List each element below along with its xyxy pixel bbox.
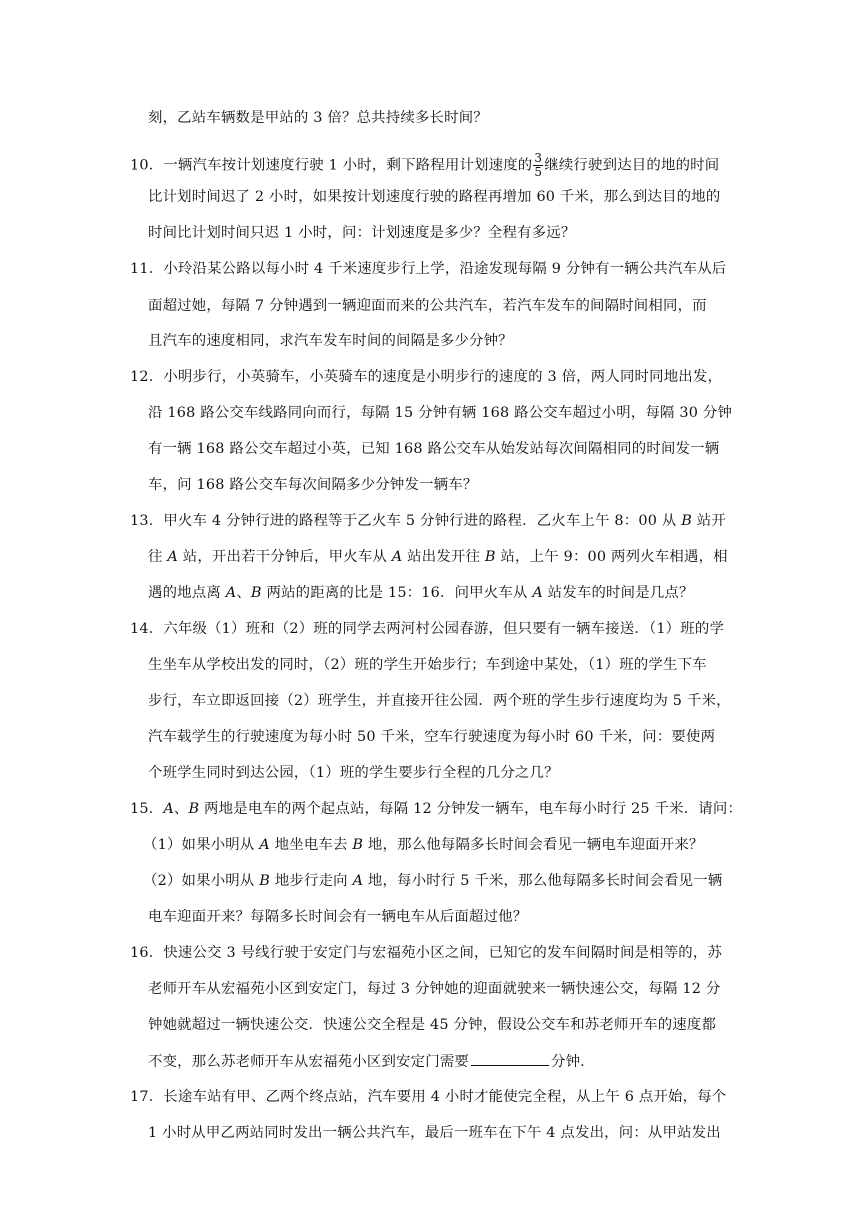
fraction-numerator: 3 [534, 151, 543, 165]
text: 不变，那么苏老师开车从宏福苑小区到安定门需要 [148, 1054, 469, 1070]
text: 小明步行，小英骑车，小英骑车的速度是小明步行的速度的 3 倍，两人同时同地出发， [163, 369, 723, 385]
var: A [225, 585, 237, 601]
text-line: 电车迎面开来？每隔多长时间会有一辆电车从后面超过他？ [148, 909, 528, 925]
text: 长途车站有甲、乙两个终点站，汽车要用 4 小时才能使完全程，从上午 6 点开始，每个 [163, 1089, 727, 1105]
problem-16 [130, 943, 722, 963]
text-line: 生坐车从学校出发的同时，（2）班的学生开始步行；车到途中某处，（1）班的学生下车 [148, 657, 707, 673]
var: B [681, 513, 693, 529]
var: A [352, 873, 364, 889]
problem-number: 11． [130, 261, 164, 277]
text: 继续行驶到达目的地的时间 [544, 157, 720, 174]
var: B [259, 873, 271, 889]
fraction-denominator: 5 [534, 165, 543, 179]
text: 地，那么他每隔多长时间会看见一辆电车迎面开来？ [363, 837, 704, 853]
text-line: 汽车载学生的行驶速度为每小时 50 千米，空车行驶速度为每小时 60 千米，问：要使两 [148, 729, 716, 745]
text-line: 比计划时间迟了 2 小时，如果按计划速度行驶的路程再增加 60 千米，那么到达目的地的 [148, 189, 721, 205]
text-line [143, 871, 722, 891]
text: 站开 [692, 513, 726, 529]
problem-number: 10． [130, 157, 164, 174]
text-line [143, 835, 704, 855]
var: A [167, 549, 178, 565]
text-line: 钟她就超过一辆快速公交．快速公交全程是 45 分钟，假设公交车和苏老师开车的速度都 [148, 1017, 717, 1033]
text-line [148, 547, 728, 567]
problem-17 [130, 1087, 726, 1107]
text-line: 刻，乙站车辆数是甲站的 3 倍？总共持续多长时间？ [148, 110, 488, 126]
text-line: 车，问 168 路公交车每次间隔多少分钟发一辆车？ [148, 477, 478, 493]
var: A [532, 585, 543, 601]
text-line [148, 583, 694, 603]
problem-number: 12． [130, 369, 164, 385]
text-line: 时间比计划时间只迟 1 小时，问：计划速度是多少？全程有多远？ [148, 225, 576, 241]
text-line: 老师开车从宏福苑小区到安定门，每过 3 分钟她的迎面就驶来一辆快速公交，每隔 12 分 [148, 981, 721, 997]
var: B [250, 585, 262, 601]
problem-number: 16． [130, 945, 164, 961]
text: 遇的地点离 [148, 585, 226, 601]
problem-number: 15． [130, 801, 164, 817]
var: A [391, 549, 403, 565]
text: 快速公交 3 号线行驶于安定门与宏福苑小区之间，已知它的发车间隔时间是相等的，苏 [163, 945, 723, 961]
text-line: 有一辆 168 路公交车超过小英，已知 168 路公交车从始发站每次间隔相同的时间发一辆 [148, 441, 720, 457]
text: 六年级（1）班和（2）班的同学去两河村公园春游，但只要有一辆车接送．（1）班的学 [163, 621, 725, 637]
text: 地坐电车去 [269, 837, 353, 853]
text: 甲火车 4 分钟行进的路程等于乙火车 5 分钟行进的路程．乙火车上午 8：00 从 [163, 513, 682, 529]
problem-13 [130, 511, 726, 531]
problem-10 [130, 152, 719, 179]
var: A [259, 837, 270, 853]
answer-blank[interactable] [471, 1051, 549, 1066]
text-line: 步行，车立即返回接（2）班学生，并直接开往公园．两个班的学生步行速度均为 5 千米， [148, 693, 731, 709]
problem-11 [130, 259, 726, 279]
text: 两站的距离的比是 15：16．问甲火车从 [261, 585, 533, 601]
text-line: 1 小时从甲乙两站同时发出一辆公共汽车，最后一班车在下午 4 点发出，问：从甲站发出 [148, 1125, 721, 1141]
text: 站，开出若干分钟后，甲火车从 [177, 549, 392, 565]
text: 地步行走向 [270, 873, 353, 889]
text: 小玲沿某公路以每小时 4 千米速度步行上学，沿途发现每隔 9 分钟有一辆公共汽车从后 [163, 261, 727, 277]
text-line: 个班学生同时到达公园，（1）班的学生要步行全程的几分之几？ [148, 765, 559, 781]
problem-number: 13． [130, 513, 164, 529]
problem-12 [130, 367, 722, 387]
var: B [352, 837, 364, 853]
text: 站发车的时间是几点？ [542, 585, 694, 601]
fraction [533, 152, 543, 179]
text-line: 沿 168 路公交车线路同向而行，每隔 15 分钟有辆 168 路公交车超过小明，每隔 30 分钟 [148, 405, 733, 421]
problem-15 [130, 799, 742, 819]
text: 、 [236, 585, 251, 601]
text: 往 [148, 549, 168, 565]
problem-number: 14． [130, 621, 164, 637]
text-line [148, 1051, 595, 1072]
text: 分钟． [551, 1054, 595, 1070]
text: （1）如果小明从 [143, 837, 260, 853]
text-line: 面超过她，每隔 7 分钟遇到一辆迎面而来的公共汽车，若汽车发车的间隔时间相同，而 [148, 298, 707, 314]
var: B [188, 801, 200, 817]
var: A [163, 801, 174, 817]
text-line: 且汽车的速度相同，求汽车发车时间的间隔是多少分钟？ [148, 333, 513, 349]
text: 地，每小时行 5 千米，那么他每隔多长时间会看见一辆 [363, 873, 723, 889]
problem-14 [130, 619, 724, 639]
text: 一辆汽车按计划速度行驶 1 小时，剩下路程用计划速度的 [163, 157, 533, 174]
text: 站，上午 9：00 两列火车相遇，相 [495, 549, 728, 565]
var: B [484, 549, 496, 565]
text: 站出发开往 [402, 549, 485, 565]
problem-number: 17． [130, 1089, 164, 1105]
text: （2）如果小明从 [143, 873, 260, 889]
text: 两地是电车的两个起点站，每隔 12 分钟发一辆车，电车每小时行 25 千米．请问： [199, 801, 743, 817]
text: 、 [173, 801, 189, 817]
